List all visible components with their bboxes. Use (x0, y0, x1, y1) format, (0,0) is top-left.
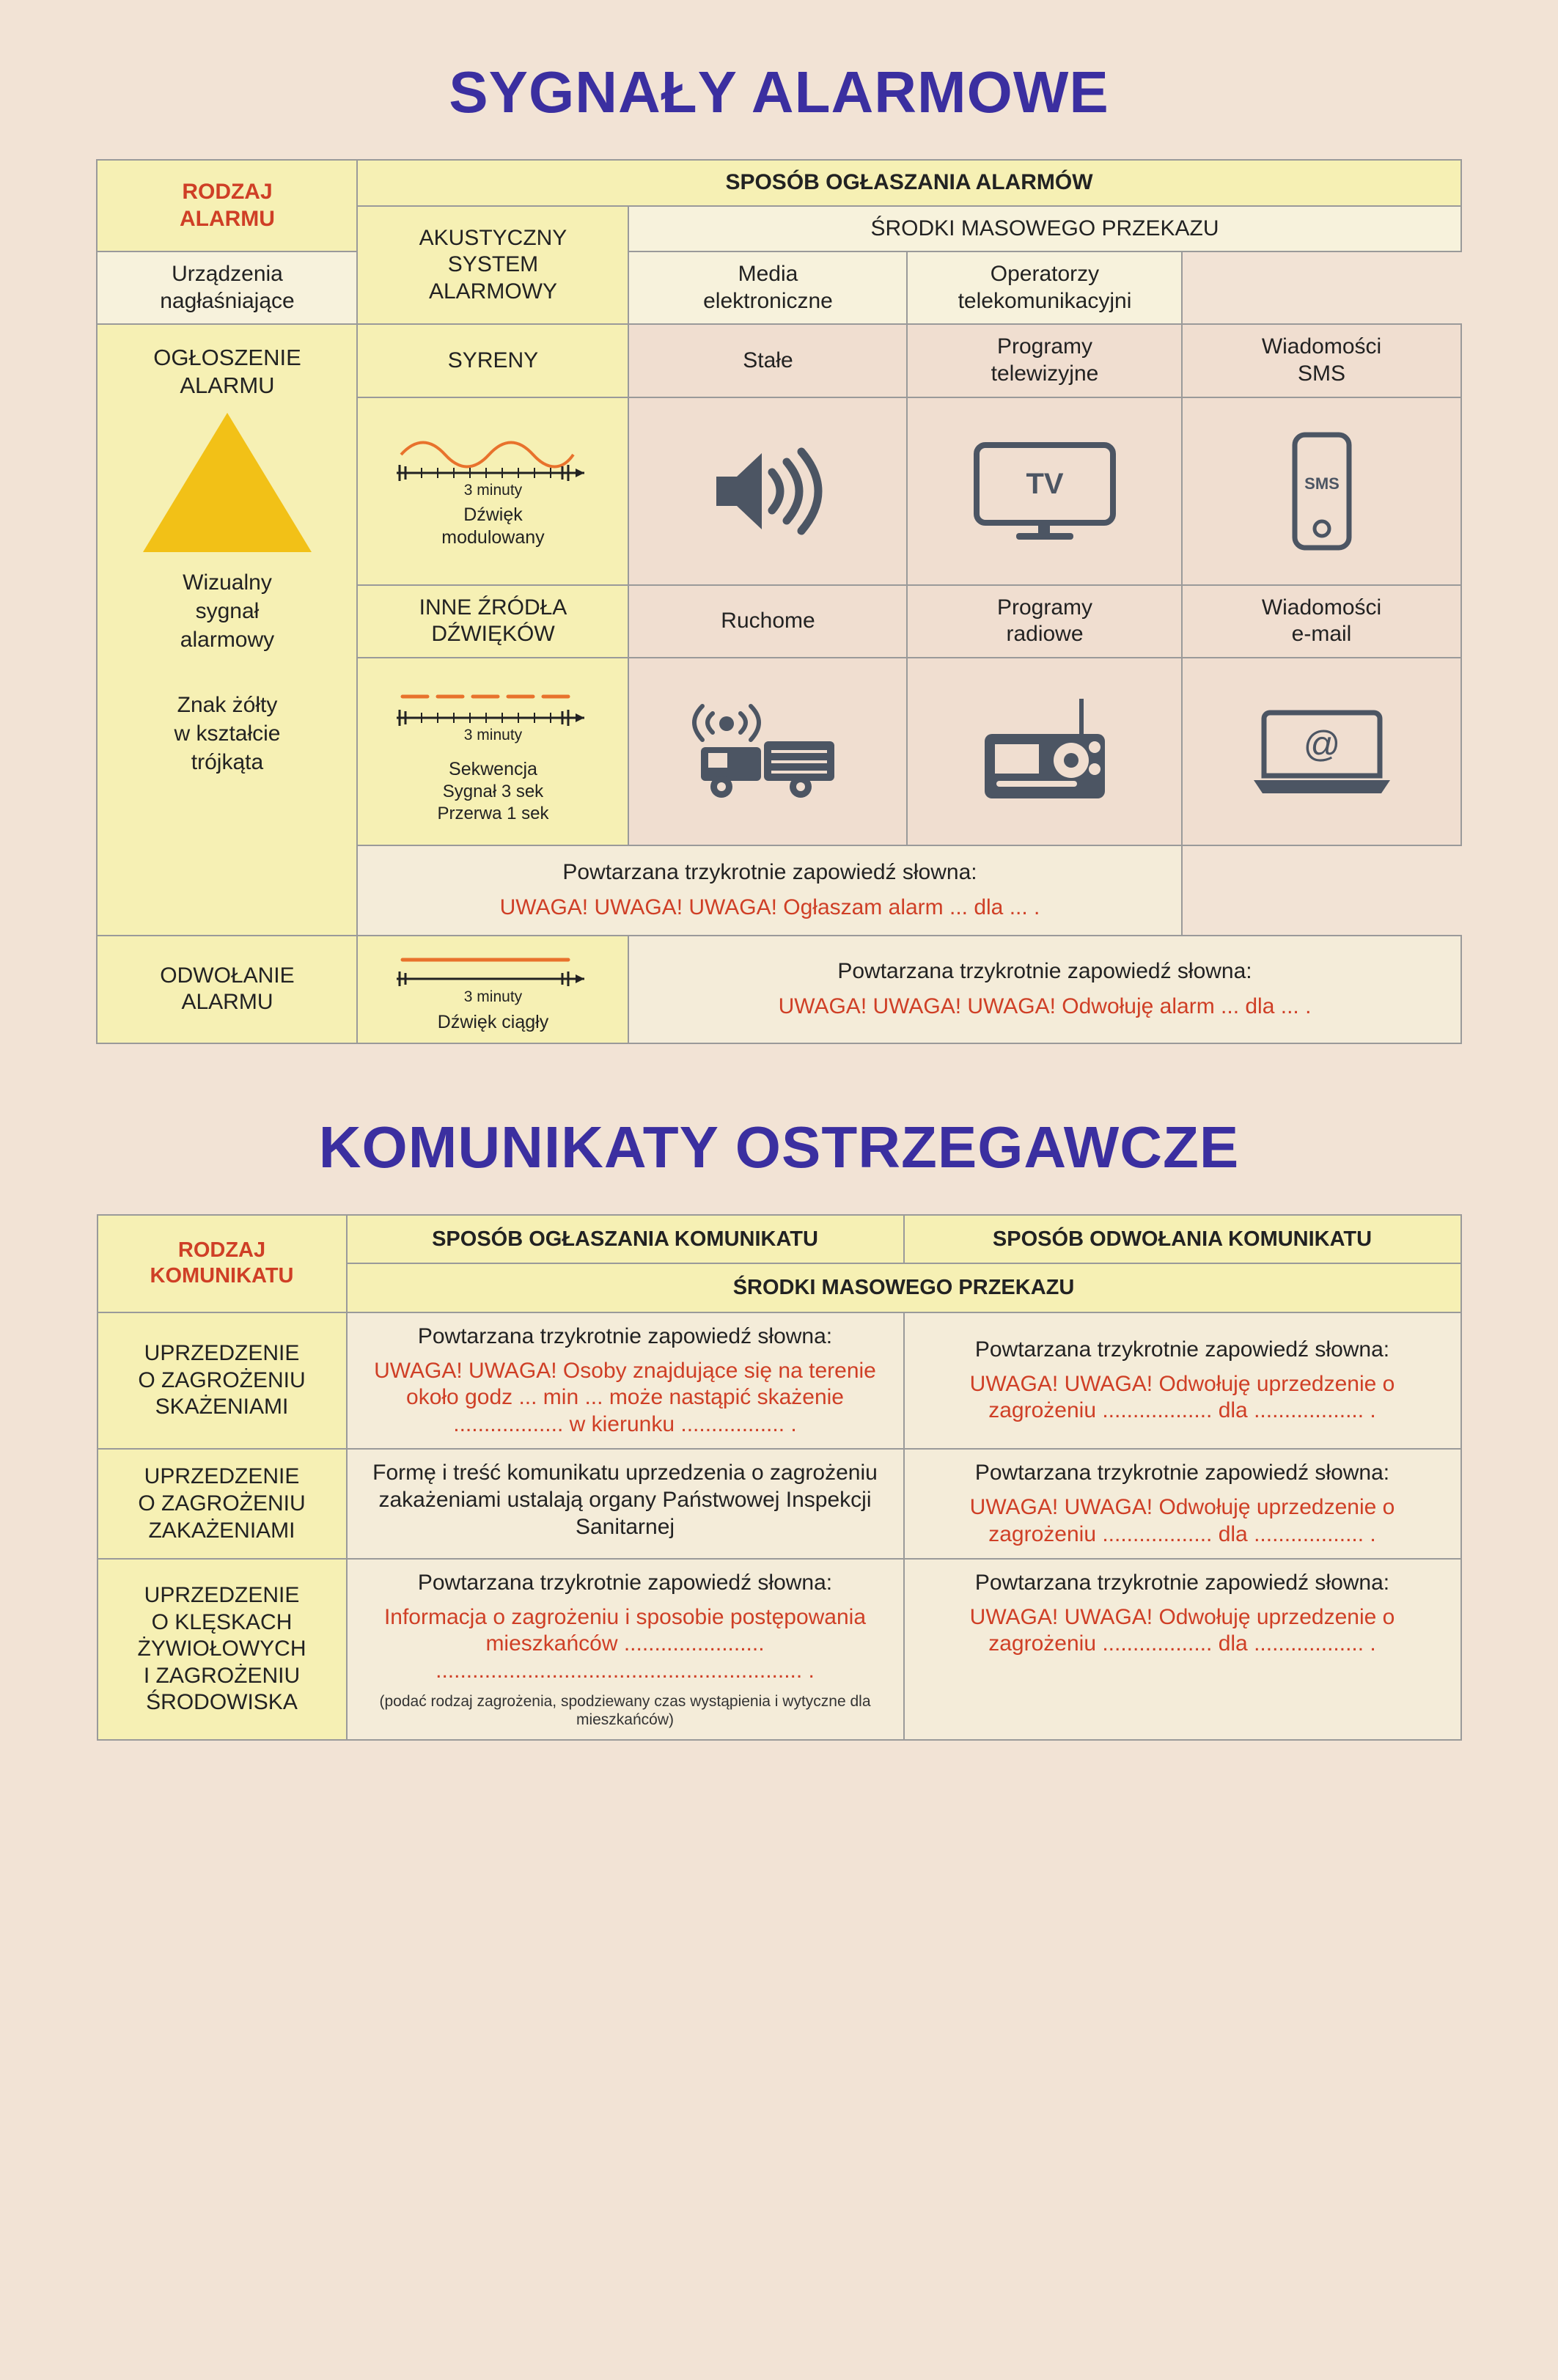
email-messages-label (1182, 585, 1460, 658)
visual-signal-line1: Wizualny (183, 570, 272, 595)
timeline-sequence (383, 677, 603, 825)
table-row (97, 251, 1460, 324)
warning-row-3-name (98, 1559, 347, 1740)
radio-programs-line2: radiowe (1006, 622, 1084, 647)
table-row (97, 160, 1460, 206)
warning-cancel-header (904, 1215, 1461, 1264)
email-messages-line2: e-mail (1291, 622, 1352, 647)
warning-row-2-announce-line1: Formę i treść komunikatu uprzedzenia o zagrożeniu zakażeniami ustalają organy Państwowej Inspekcji Sanitarnej (372, 1461, 878, 1539)
warning-row-3-cancel-line1: Powtarzana trzykrotnie zapowiedź słowna: (974, 1571, 1390, 1595)
sequence-line2: Sygnał 3 sek (442, 782, 544, 802)
table-row (98, 1559, 1461, 1740)
laptop-email-icon (1245, 697, 1399, 807)
sms-messages-label (1182, 324, 1460, 397)
other-sources-line1: INNE ŹRÓDŁA (419, 595, 567, 620)
warning-announce-header (347, 1215, 904, 1264)
media-sub-electronic-line1: Media (738, 262, 798, 287)
warning-row-2-cancel-line1: Powtarzana trzykrotnie zapowiedź słowna: (974, 1461, 1390, 1485)
alarm-cancel-announcement (628, 936, 1460, 1043)
tv-programs-line2: telewizyjne (991, 361, 1099, 386)
warning-type-header (98, 1215, 347, 1312)
loudspeaker-mode-fixed: Stałe (628, 324, 907, 397)
radio-programs-label (907, 585, 1182, 658)
warning-row-3-cancel (904, 1559, 1461, 1740)
table-row (97, 324, 1460, 397)
mass-media-header: ŚRODKI MASOWEGO PRZEKAZU (628, 206, 1460, 252)
sequence-line1: Sekwencja (449, 758, 537, 779)
visual-signal-line2: sygnał (195, 599, 260, 623)
warning-row-3-name-line1: UPRZEDZENIE (144, 1583, 300, 1608)
alarm-cancel-label (97, 936, 357, 1043)
warning-announce-header-text: SPOSÓB OGŁASZANIA KOMUNIKATU (432, 1227, 818, 1251)
sirens-label: SYRENY (357, 324, 628, 397)
loudspeaker-mode-mobile: Ruchome (628, 585, 907, 658)
speaker-icon-cell (628, 397, 907, 585)
sequence-text (383, 758, 603, 825)
shape-line3: trójkąta (191, 750, 264, 774)
modulated-wave-icon (386, 433, 599, 484)
warning-row-1-name (98, 1312, 347, 1449)
shape-text (105, 691, 349, 776)
modulated-sound-timeline (357, 397, 628, 585)
acoustic-line1: AKUSTYCZNY (419, 225, 567, 250)
dashed-signal-icon (386, 677, 599, 729)
yellow-triangle-icon (143, 413, 312, 552)
warning-row-1-name-line2: O ZAGROŻENIU (138, 1367, 306, 1392)
visual-signal-line3: alarmowy (180, 628, 275, 652)
warning-row-2-cancel (904, 1449, 1461, 1559)
warning-row-3-announce-note: (podać rodzaj zagrożenia, spodziewany czas wystąpienia i wytyczne dla mieszkańców) (379, 1692, 871, 1728)
continuous-duration: 3 minuty (463, 988, 523, 1005)
tv-programs-label (907, 324, 1182, 397)
table-row (98, 1449, 1461, 1559)
sms-messages-line2: SMS (1297, 361, 1345, 386)
announce-methods-header: SPOSÓB OGŁASZANIA ALARMÓW (357, 160, 1460, 206)
warning-cancel-header-text: SPOSÓB ODWOŁANIA KOMUNIKATU (992, 1227, 1373, 1251)
acoustic-line3: ALARMOWY (428, 279, 557, 304)
warning-mass-media-text: ŚRODKI MASOWEGO PRZEKAZU (732, 1276, 1075, 1300)
warning-mass-media-header (347, 1263, 1461, 1312)
page-title-warnings: KOMUNIKATY OSTRZEGAWCZE (318, 1114, 1240, 1180)
svg-text:@: @ (1303, 723, 1340, 765)
alarm-announcement-line2: ALARMU (180, 372, 275, 399)
laptop-icon-cell (1182, 658, 1460, 845)
modulated-duration: 3 minuty (463, 481, 523, 499)
sequence-sound-timeline (357, 658, 628, 845)
tv-programs-line1: Programy (996, 334, 1092, 359)
alarm-type-header (97, 160, 357, 251)
warning-row-1-name-line3: SKAŻENIAMI (155, 1395, 289, 1419)
alarm-spoken-announcement (357, 845, 1182, 936)
warning-row-3-cancel-line2: UWAGA! UWAGA! Odwołuję uprzedzenie o zagrożeniu .................. dla .................. . (969, 1604, 1395, 1656)
smartphone-icon-cell (1182, 397, 1460, 585)
alarm-cancel-line2: ALARMU (181, 990, 273, 1015)
warning-row-3-announce-line1: Powtarzana trzykrotnie zapowiedź słowna: (417, 1571, 833, 1595)
warning-row-3-name-line2: O KLĘSKACH (151, 1609, 293, 1634)
modulated-sound-text (383, 504, 603, 550)
table-row (98, 1312, 1461, 1449)
alarm-cancel-spoken-line1: Powtarzana trzykrotnie zapowiedź słowna: (837, 958, 1252, 983)
continuous-signal-icon (386, 945, 599, 991)
acoustic-line2: SYSTEM (447, 252, 539, 277)
radio-programs-line1: Programy (996, 595, 1092, 620)
continuous-sound-timeline (357, 936, 628, 1043)
visual-signal-text (105, 568, 349, 654)
tv-icon-cell (907, 397, 1182, 585)
warning-row-3-announce (347, 1559, 904, 1740)
warning-row-2-name-line3: ZAKAŻENIAMI (148, 1518, 295, 1543)
warning-row-1-announce-line1: Powtarzana trzykrotnie zapowiedź słowna: (417, 1323, 833, 1348)
warning-type-header-line1: RODZAJ (177, 1238, 266, 1263)
warning-row-1-name-line1: UPRZEDZENIE (144, 1341, 300, 1366)
speaker-icon (702, 440, 834, 543)
media-sub-electronic (628, 251, 907, 324)
warning-row-2-name-line2: O ZAGROŻENIU (138, 1491, 306, 1516)
media-sub-telecom-line1: Operatorzy (990, 262, 1100, 287)
media-sub-telecom (907, 251, 1182, 324)
acoustic-system-header (357, 206, 628, 325)
alarm-cancel-spoken-line2: UWAGA! UWAGA! UWAGA! Odwołuję alarm ... dla ... . (778, 994, 1312, 1019)
alarm-type-header-line1: RODZAJ (182, 180, 273, 204)
tv-icon (968, 436, 1122, 546)
media-sub-loudspeakers-line2: nagłaśniające (160, 288, 295, 313)
warning-row-3-announce-line2: Informacja o zagrożeniu i sposobie postępowania mieszkańców ....................... ............................................................ . (383, 1604, 867, 1683)
page-title-alarms: SYGNAŁY ALARMOWE (449, 59, 1109, 125)
alarm-announcement-cell (97, 324, 357, 936)
warning-row-1-cancel (904, 1312, 1461, 1449)
alarm-announcement-line1: OGŁOSZENIE (153, 345, 301, 371)
media-sub-loudspeakers (97, 251, 357, 324)
svg-text:SMS: SMS (1304, 474, 1340, 493)
fire-truck-icon-cell (628, 658, 907, 845)
fire-truck-loudspeaker-icon (683, 693, 852, 810)
radio-icon-cell (907, 658, 1182, 845)
shape-line1: Znak żółty (177, 693, 278, 717)
sequence-line3: Przerwa 1 sek (437, 804, 549, 824)
table-row (97, 936, 1460, 1043)
alarm-spoken-line1: Powtarzana trzykrotnie zapowiedź słowna: (562, 859, 977, 884)
warning-row-1-announce (347, 1312, 904, 1449)
media-sub-telecom-line2: telekomunikacyjni (958, 288, 1132, 313)
warning-row-3-name-line3: ŻYWIOŁOWYCH (137, 1637, 306, 1661)
warning-row-1-cancel-line1: Powtarzana trzykrotnie zapowiedź słowna: (974, 1337, 1390, 1362)
warning-row-2-announce (347, 1449, 904, 1559)
warning-row-1-cancel-line2: UWAGA! UWAGA! Odwołuję uprzedzenie o zagrożeniu .................. dla .................. . (969, 1371, 1395, 1423)
warning-row-3-name-line4: I ZAGROŻENIU (143, 1663, 301, 1688)
alarm-type-header-line2: ALARMU (179, 206, 275, 231)
media-sub-electronic-line2: elektroniczne (703, 288, 833, 313)
sms-messages-line1: Wiadomości (1261, 334, 1382, 359)
other-sound-sources-label (357, 585, 628, 658)
alarm-spoken-line2: UWAGA! UWAGA! UWAGA! Ogłaszam alarm ... dla ... . (499, 895, 1040, 920)
warning-type-header-line2: KOMUNIKATU (150, 1264, 294, 1288)
warning-row-1-announce-line2: UWAGA! UWAGA! Osoby znajdujące się na terenie około godz ... min ... może nastąpić skażenie .................. w kierunku ................. . (374, 1358, 876, 1436)
alarm-cancel-line1: ODWOŁANIE (160, 963, 295, 988)
smartphone-icon (1282, 429, 1362, 554)
table-row (98, 1215, 1461, 1264)
warning-row-2-name (98, 1449, 347, 1559)
timeline-continuous (383, 945, 603, 1034)
other-sources-line2: DŹWIĘKÓW (431, 622, 555, 647)
warning-row-2-cancel-line2: UWAGA! UWAGA! Odwołuję uprzedzenie o zagrożeniu .................. dla .................. . (969, 1494, 1395, 1546)
warning-row-3-name-line5: ŚRODOWISKA (146, 1690, 298, 1715)
shape-line2: w kształcie (174, 721, 281, 746)
timeline-modulated (383, 433, 603, 550)
email-messages-line1: Wiadomości (1261, 595, 1382, 620)
media-sub-loudspeakers-line1: Urządzenia (172, 262, 283, 287)
radio-icon (971, 693, 1118, 810)
warning-messages-table (97, 1214, 1462, 1741)
alarm-signals-table (96, 159, 1461, 1044)
sequence-duration: 3 minuty (463, 727, 523, 744)
modulated-sound-line2: modulowany (441, 527, 545, 548)
warning-row-2-name-line1: UPRZEDZENIE (144, 1464, 300, 1489)
modulated-sound-line1: Dźwięk (463, 504, 523, 526)
continuous-sound-text: Dźwięk ciągły (437, 1011, 549, 1032)
svg-text:TV: TV (1026, 467, 1064, 500)
